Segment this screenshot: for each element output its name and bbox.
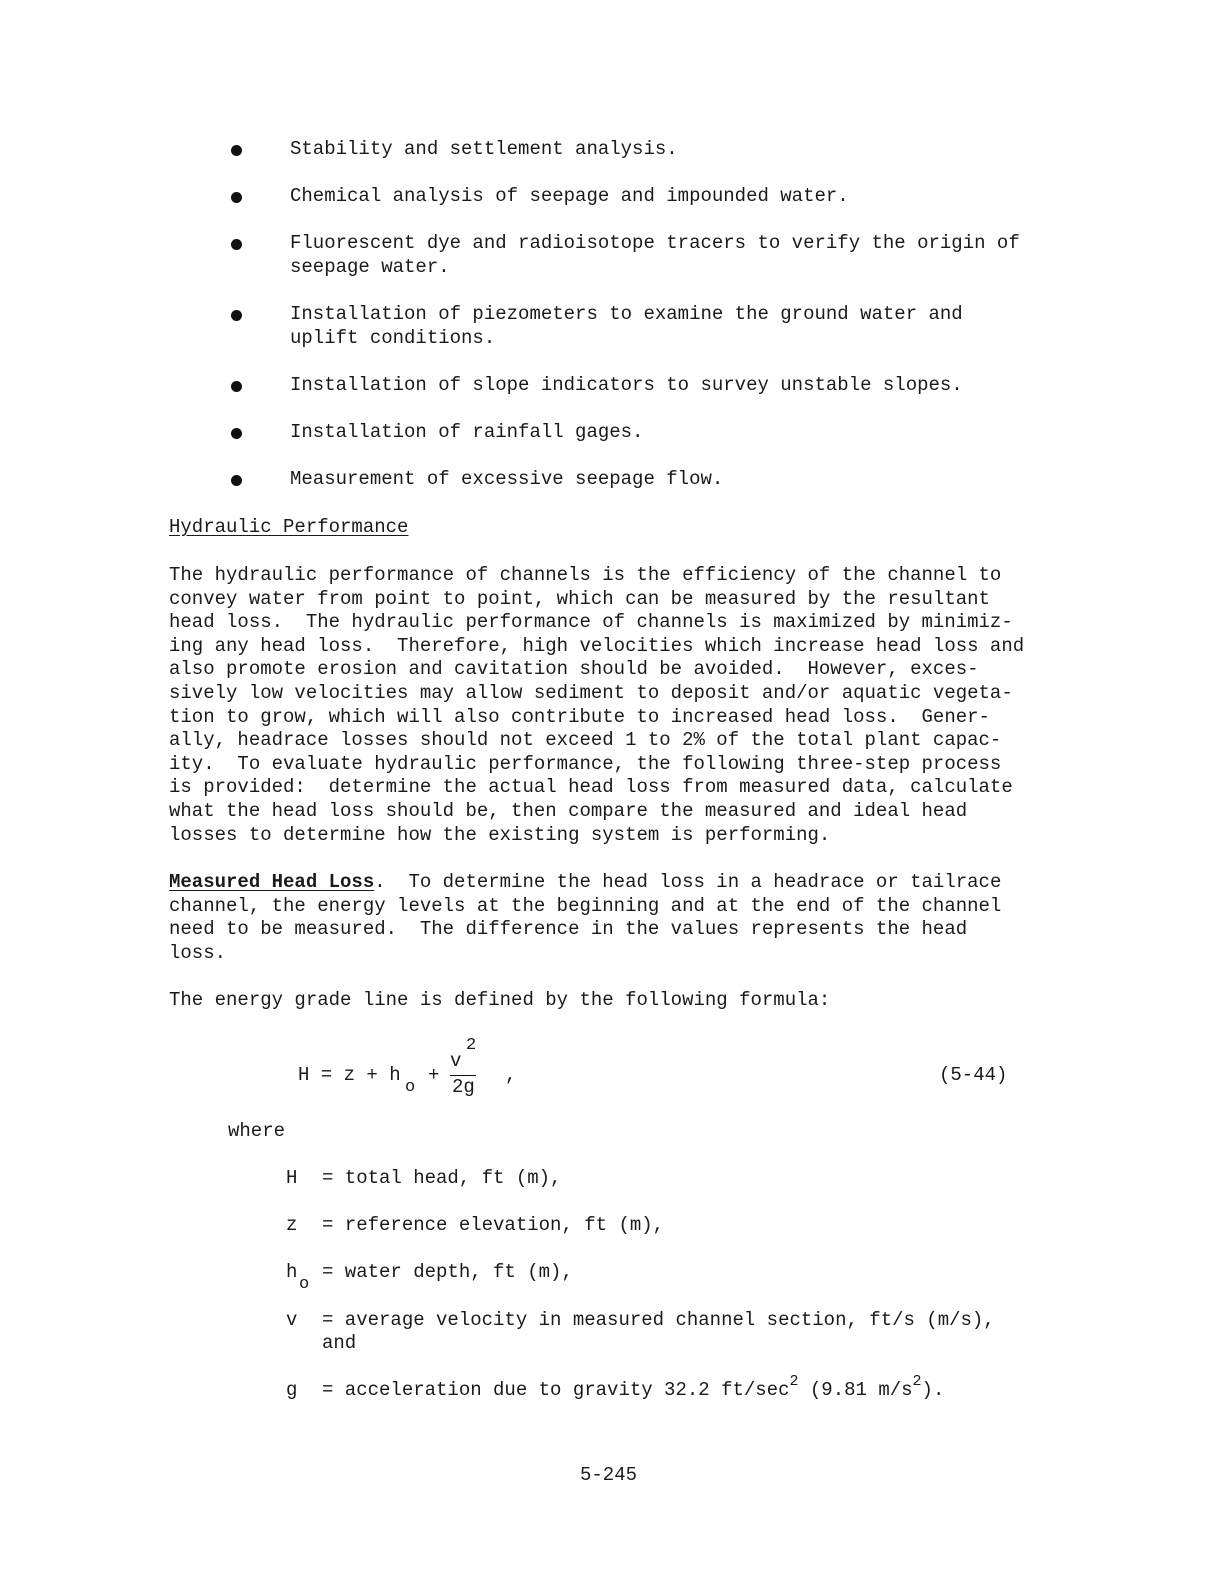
bullet-icon <box>231 192 242 203</box>
definition-text <box>322 1373 1042 1404</box>
equation-denominator: 2g <box>452 1076 475 1098</box>
bullet-icon <box>231 310 242 321</box>
definition-row <box>286 1214 1046 1261</box>
definition-symbol: v <box>286 1308 298 1331</box>
bullet-text: Fluorescent dye and radioisotope tracers to verify the origin of seepage water. <box>290 232 1020 278</box>
equation-number: (5-44) <box>939 1064 1008 1086</box>
paragraph-hydraulic-performance: The hydraulic performance of channels is the efficiency of the channel to convey water from point to point, which can be measured by the resultant head loss. The hydraulic performance of channels is maximized by minimiz- ing any head loss. Therefore, high velocities which increase head loss and also promote erosion and cavitation should be avoided. However, exces- sively low velocities may allow sediment to deposit and/or aquatic vegeta- tion to grow, which will also contribute to increased head loss. Gener- ally, headrace losses should not exceed 1 to 2% of the total plant capac- ity. To evaluate hydraulic performance, the following three-step process is provided: determine the actual head loss from measured data, calculate what the head loss should be, then compare the measured and ideal head losses to determine how the existing system is performing. <box>169 564 1025 846</box>
list-item <box>0 232 1224 279</box>
definition-text: = reference elevation, ft (m), <box>322 1214 665 1237</box>
section-heading: Hydraulic Performance <box>169 516 409 538</box>
bullet-text: Chemical analysis of seepage and impounded water. <box>290 185 849 208</box>
list-item <box>0 421 1224 445</box>
definition-symbol: g <box>286 1379 298 1402</box>
bullet-icon <box>231 475 242 486</box>
paragraph-formula-intro: The energy grade line is defined by the following formula: <box>169 989 831 1011</box>
list-item <box>0 303 1224 350</box>
definition-row <box>286 1167 1046 1214</box>
definition-text: = average velocity in measured channel section, ft/s (m/s), and <box>322 1308 995 1355</box>
definition-superscript: 2 <box>789 1373 799 1391</box>
bullet-text: Installation of rainfall gages. <box>290 421 644 444</box>
list-item <box>0 374 1224 398</box>
definition-text-part: ). <box>921 1379 945 1402</box>
equation-comma: , <box>505 1064 517 1086</box>
list-item <box>0 185 1224 209</box>
definition-symbol: H <box>286 1167 298 1189</box>
definition-row <box>286 1261 1046 1308</box>
bullet-text: Installation of piezometers to examine the ground water and uplift conditions. <box>290 303 963 349</box>
definition-row <box>286 1373 1046 1426</box>
equation-subscript: o <box>405 1078 416 1097</box>
definition-subscript: o <box>299 1275 310 1295</box>
bullet-text: Measurement of excessive seepage flow. <box>290 468 724 491</box>
definition-text: = total head, ft (m), <box>322 1167 562 1189</box>
definition-text-part: = acceleration due to gravity 32.2 ft/sec <box>322 1379 790 1402</box>
bullet-list <box>0 138 1224 516</box>
equation-plus: + <box>428 1064 440 1086</box>
list-item <box>0 138 1224 162</box>
page-number: 5-245 <box>580 1464 638 1486</box>
paragraph-text: To determine the head loss in a headrace or tailrace channel, the energy levels at the beginning and at the end of the channel need to be measured. The difference in the values represents the head loss. <box>169 871 1002 964</box>
bullet-icon <box>231 239 242 250</box>
equation-lhs: H = z + h <box>298 1064 401 1086</box>
bullet-text: Installation of slope indicators to survey unstable slopes. <box>290 373 963 396</box>
inline-heading: Measured Head Loss <box>169 871 375 893</box>
definition-text-part: (9.81 m/s <box>798 1379 913 1402</box>
definition-text: = water depth, ft (m), <box>322 1261 573 1284</box>
inline-heading-period: . <box>374 871 386 893</box>
definition-symbol: z <box>286 1214 298 1237</box>
list-item <box>0 468 1224 492</box>
equation-numerator: v <box>450 1050 462 1072</box>
bullet-icon <box>231 381 242 392</box>
bullet-text: Stability and settlement analysis. <box>290 138 678 160</box>
bullet-icon <box>231 428 242 439</box>
definition-row <box>286 1309 1046 1380</box>
equation-5-44 <box>298 1038 1018 1098</box>
paragraph-measured-head-loss <box>169 871 1001 965</box>
bullet-icon <box>231 145 242 156</box>
definition-superscript: 2 <box>912 1373 922 1391</box>
where-label: where <box>228 1120 286 1142</box>
equation-exponent: 2 <box>466 1036 477 1055</box>
definition-list <box>286 1167 1046 1427</box>
definition-symbol: h <box>286 1261 298 1284</box>
